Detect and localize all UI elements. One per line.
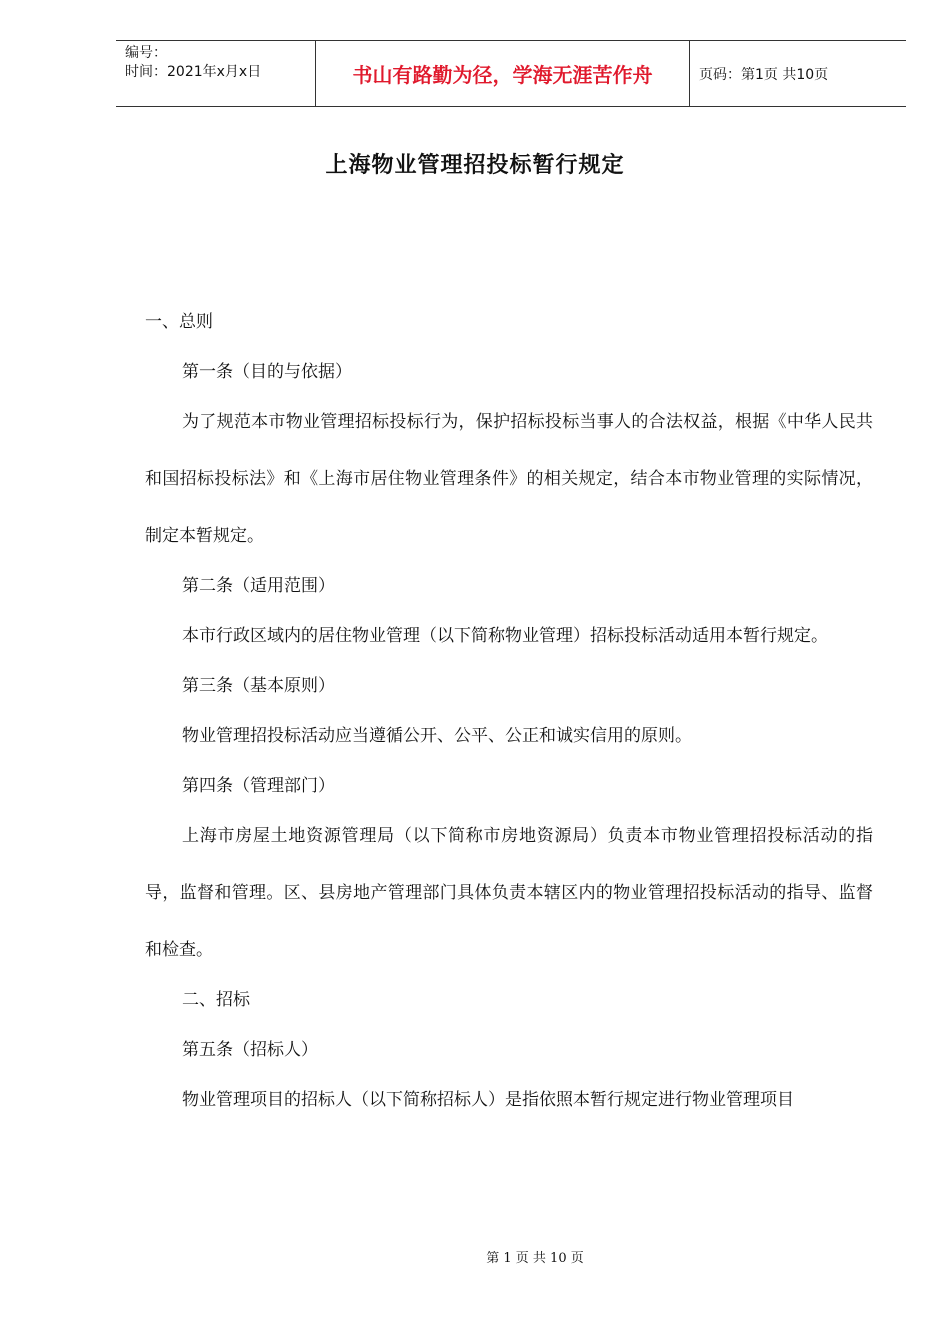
article-4-body: 上海市房屋土地资源管理局（以下简称市房地资源局）负责本市物业管理招投标活动的指导，监督和管理。区、县房地产管理部门具体负责本辖区内的物业管理招投标活动的指导、监督和检查。 [145, 826, 873, 960]
header-meta [116, 41, 316, 106]
article-2-body: 本市行政区域内的居住物业管理（以下简称物业管理）招标投标活动适用本暂行规定。 [182, 626, 828, 646]
page-header [116, 40, 906, 107]
article-2-title: 第二条（适用范围） [182, 576, 335, 596]
article-5-body: 物业管理项目的招标人（以下简称招标人）是指依照本暂行规定进行物业管理项目 [182, 1090, 794, 1110]
article-3-title: 第三条（基本原则） [182, 676, 335, 696]
document-title: 上海物业管理招投标暂行规定 [325, 152, 625, 178]
serial-number-label: 编号： [125, 45, 167, 61]
header-page-label: 页码：第1页 共10页 [699, 66, 829, 83]
article-3-body: 物业管理招投标活动应当遵循公开、公平、公正和诚实信用的原则。 [182, 726, 692, 746]
article-1-title: 第一条（目的与依据） [182, 362, 352, 382]
section-heading-bidding: 二、招标 [182, 990, 250, 1010]
article-5-title: 第五条（招标人） [182, 1040, 318, 1060]
document-body [145, 301, 873, 1129]
article-4-title: 第四条（管理部门） [182, 776, 335, 796]
section-heading-general: 一、总则 [145, 312, 213, 332]
article-1-body: 为了规范本市物业管理招标投标行为，保护招标投标当事人的合法权益，根据《中华人民共和国招标投标法》和《上海市居住物业管理条件》的相关规定，结合本市物业管理的实际情况，制定本暂规定。 [145, 412, 873, 546]
time-label: 时间：2021年x月x日 [125, 64, 262, 80]
page-footer-number: 第 1 页 共 10 页 [486, 1251, 584, 1266]
header-motto: 书山有路勤为径，学海无涯苦作舟 [316, 41, 690, 106]
